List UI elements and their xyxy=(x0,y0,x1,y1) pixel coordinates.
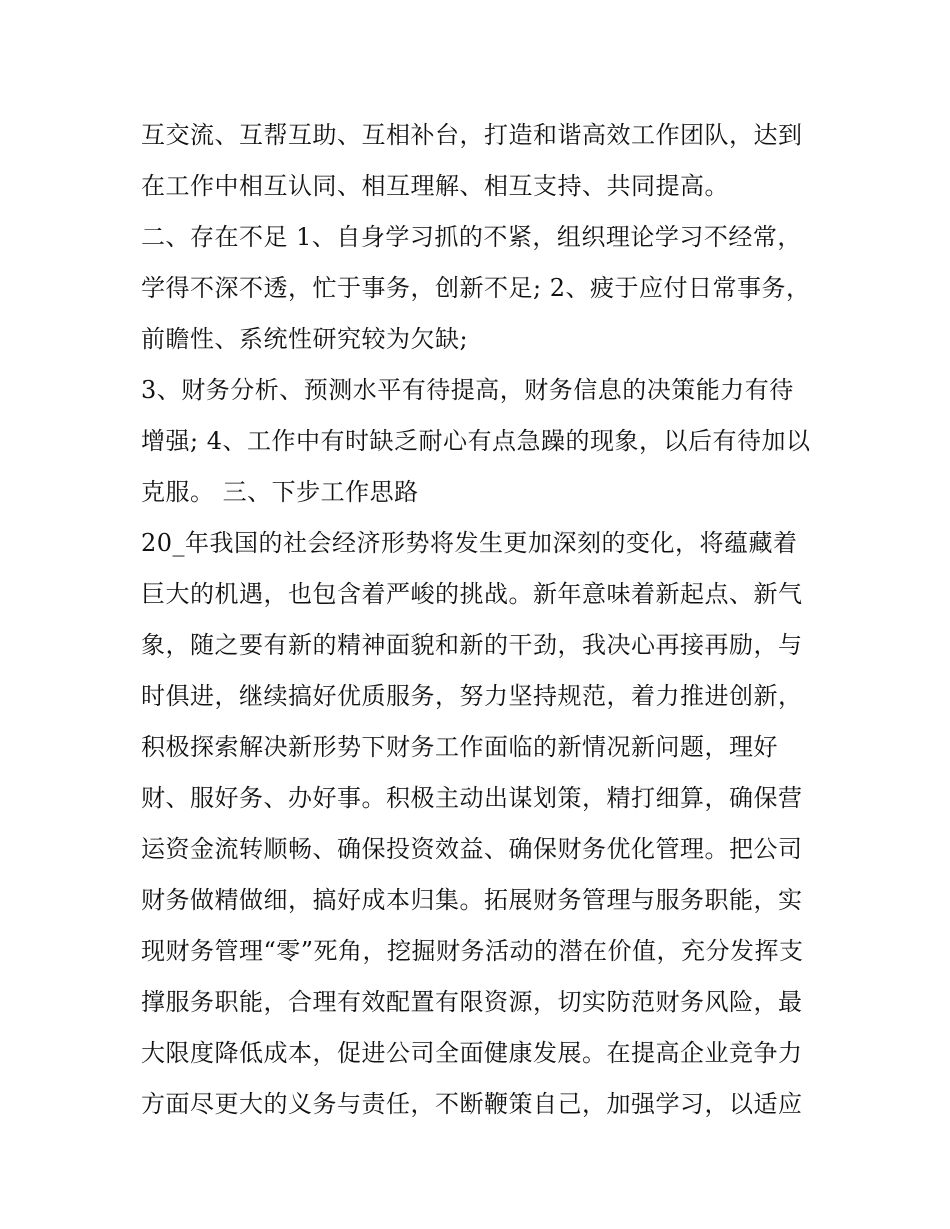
text-line: 财务做精做细，搞好成本归集。拓展财务管理与服务职能，实 xyxy=(141,886,803,914)
text-line: 互交流、互帮互助、互相补台，打造和谐高效工作团队，达到 xyxy=(141,121,803,149)
text-line: 积极探索解决新形势下财务工作面临的新情况新问题，理好 xyxy=(141,733,778,761)
text-line: 大限度降低成本，促进公司全面健康发展。在提高企业竞争力 xyxy=(141,1039,803,1067)
text-line: 现财务管理“零”死角，挖掘财务活动的潜在价值，充分发挥支 xyxy=(141,937,804,965)
text-line: 撑服务职能，合理有效配置有限资源，切实防范财务风险，最 xyxy=(141,988,803,1016)
text-line: 在工作中相互认同、相互理解、相互支持、共同提高。 xyxy=(141,172,729,200)
text-line: 二、存在不足 1、自身学习抓的不紧，组织理论学习不经常， xyxy=(141,223,802,251)
body-text xyxy=(141,110,821,1130)
text-line: 象，随之要有新的精神面貌和新的干劲，我决心再接再励，与 xyxy=(141,631,803,659)
text-line: 3、财务分析、预测水平有待提高，财务信息的决策能力有待 xyxy=(141,376,794,404)
text-line: 巨大的机遇，也包含着严峻的挑战。新年意味着新起点、新气 xyxy=(141,580,803,608)
text-line: 方面尽更大的义务与责任，不断鞭策自己，加强学习，以适应 xyxy=(141,1090,803,1118)
text-line: 前瞻性、系统性研究较为欠缺; xyxy=(141,325,469,353)
text-line: 财、服好务、办好事。积极主动出谋划策，精打细算，确保营 xyxy=(141,784,803,812)
text-line: 学得不深不透，忙于事务，创新不足; 2、疲于应付日常事务， xyxy=(141,274,811,302)
text-line: 增强; 4、工作中有时缺乏耐心有点急躁的现象，以后有待加以 xyxy=(141,427,811,455)
text-line: 运资金流转顺畅、确保投资效益、确保财务优化管理。把公司 xyxy=(141,835,803,863)
text-line: 时俱进，继续搞好优质服务，努力坚持规范，着力推进创新， xyxy=(141,682,803,710)
text-line: 克服。 三、下步工作思路 xyxy=(141,478,419,506)
text-line: 20_年我国的社会经济形势将发生更加深刻的变化，将蕴藏着 xyxy=(141,529,798,557)
